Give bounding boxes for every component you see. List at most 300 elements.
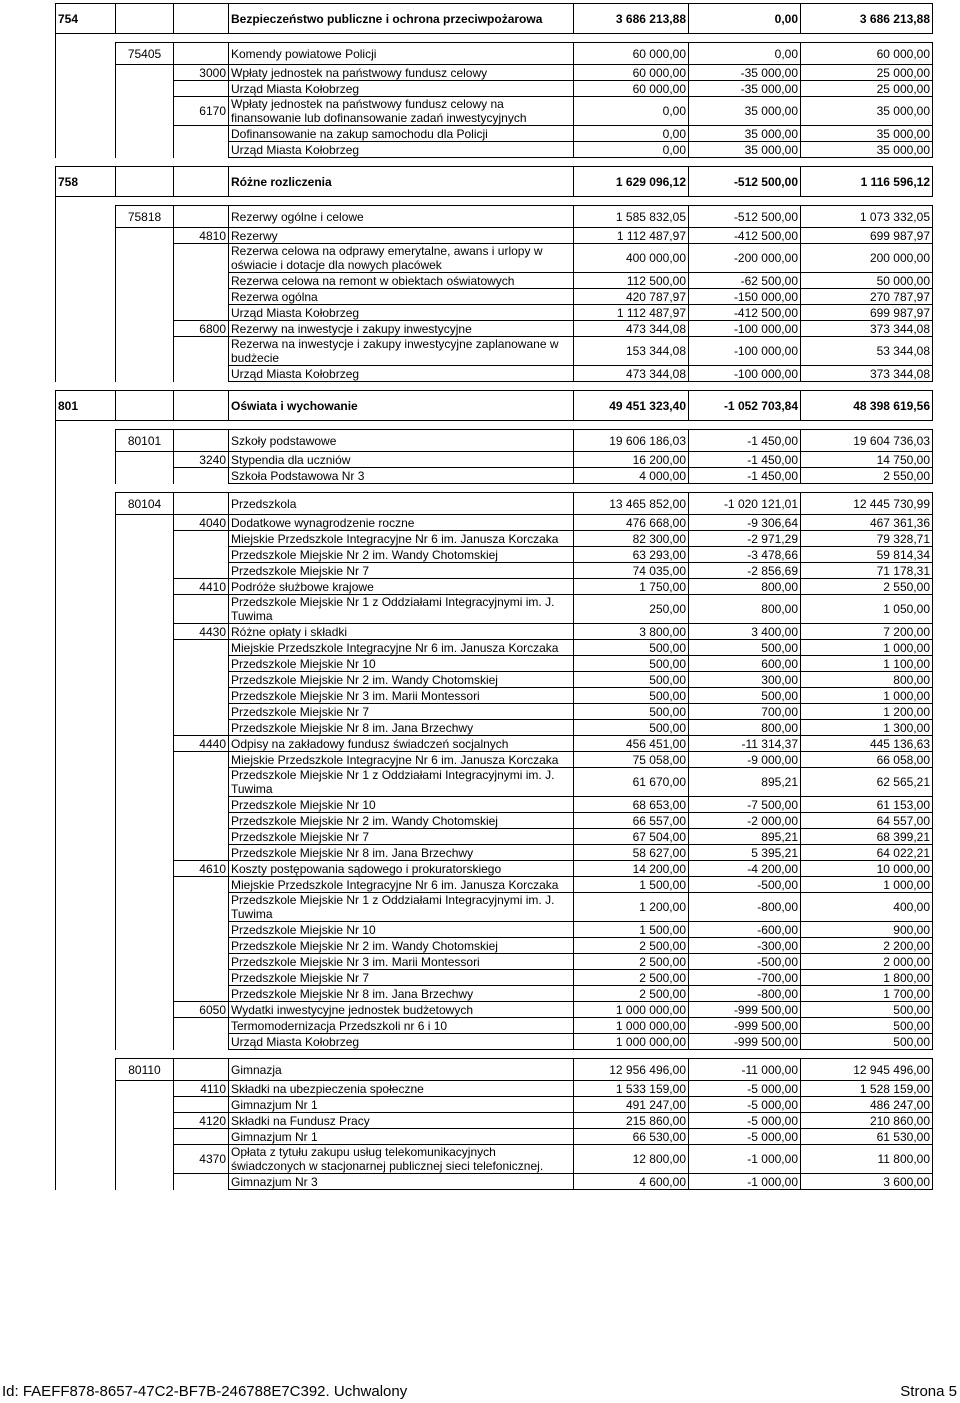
change-amount: -500,00: [689, 954, 801, 970]
plan-before: 1 112 487,97: [574, 228, 689, 244]
plan-before: 500,00: [574, 688, 689, 704]
rozdzial-code: [116, 736, 174, 752]
dzial-code: [56, 1174, 116, 1190]
dzial-code: [56, 1034, 116, 1050]
change-amount: -11 000,00: [689, 1059, 801, 1081]
paragraf-code: [174, 4, 229, 34]
plan-before: 400 000,00: [574, 244, 689, 273]
dzial-code: [56, 1081, 116, 1097]
paragraf-code: [174, 893, 229, 922]
item-name: Gimnazjum Nr 3: [229, 1174, 574, 1190]
rozdzial-code: [116, 81, 174, 97]
detail-row: [56, 672, 933, 688]
plan-after: 1 100,00: [801, 656, 933, 672]
item-name: Szkoły podstawowe: [229, 430, 574, 452]
plan-before: 420 787,97: [574, 289, 689, 305]
change-amount: -5 000,00: [689, 1129, 801, 1145]
plan-after: 467 361,36: [801, 515, 933, 531]
change-amount: -999 500,00: [689, 1034, 801, 1050]
detail-row: [56, 752, 933, 768]
change-amount: 895,21: [689, 829, 801, 845]
change-amount: -35 000,00: [689, 81, 801, 97]
paragraf-code: [174, 656, 229, 672]
item-name: Wpłaty jednostek na państwowy fundusz celowy: [229, 65, 574, 81]
item-name: Miejskie Przedszkole Integracyjne Nr 6 im. Janusza Korczaka: [229, 752, 574, 768]
change-amount: 600,00: [689, 656, 801, 672]
detail-row: [56, 531, 933, 547]
spacer-cell: [689, 421, 801, 430]
paragraf-code: [174, 430, 229, 452]
plan-after: 64 022,21: [801, 845, 933, 861]
detail-row: [56, 922, 933, 938]
dzial-code: [56, 452, 116, 468]
plan-before: 250,00: [574, 595, 689, 624]
dzial-code: [56, 877, 116, 893]
plan-before: 14 200,00: [574, 861, 689, 877]
paragraf-code: [174, 547, 229, 563]
change-amount: -4 200,00: [689, 861, 801, 877]
rozdzial-code: [116, 752, 174, 768]
paragraf-code: 4040: [174, 515, 229, 531]
paragraf-code: 4430: [174, 624, 229, 640]
plan-after: 373 344,08: [801, 321, 933, 337]
plan-after: 1 800,00: [801, 970, 933, 986]
dzial-row: [56, 391, 933, 421]
change-amount: -800,00: [689, 893, 801, 922]
plan-after: 11 800,00: [801, 1145, 933, 1174]
paragraf-row: [56, 1081, 933, 1097]
plan-after: 2 200,00: [801, 938, 933, 954]
spacer-cell: [174, 1050, 229, 1059]
detail-row: [56, 547, 933, 563]
plan-before: 4 000,00: [574, 468, 689, 484]
change-amount: -5 000,00: [689, 1113, 801, 1129]
spacer-row: [56, 484, 933, 493]
plan-after: 699 987,97: [801, 305, 933, 321]
detail-row: [56, 244, 933, 273]
change-amount: -100 000,00: [689, 337, 801, 366]
plan-before: 1 750,00: [574, 579, 689, 595]
dzial-code: [56, 547, 116, 563]
rozdzial-code: [116, 563, 174, 579]
plan-after: 79 328,71: [801, 531, 933, 547]
change-amount: 35 000,00: [689, 142, 801, 158]
rozdzial-code: 80110: [116, 1059, 174, 1081]
dzial-code: [56, 289, 116, 305]
spacer-cell: [56, 1050, 116, 1059]
dzial-code: [56, 595, 116, 624]
spacer-cell: [56, 34, 116, 43]
detail-row: [56, 720, 933, 736]
paragraf-code: [174, 797, 229, 813]
change-amount: 0,00: [689, 4, 801, 34]
paragraf-code: 4370: [174, 1145, 229, 1174]
rozdzial-code: [116, 970, 174, 986]
paragraf-row: [56, 1002, 933, 1018]
plan-before: 500,00: [574, 672, 689, 688]
dzial-code: [56, 656, 116, 672]
detail-row: [56, 986, 933, 1002]
plan-after: 2 000,00: [801, 954, 933, 970]
spacer-cell: [574, 197, 689, 206]
spacer-cell: [229, 421, 574, 430]
paragraf-row: [56, 624, 933, 640]
plan-after: 50 000,00: [801, 273, 933, 289]
item-name: Przedszkole Miejskie Nr 7: [229, 563, 574, 579]
rozdzial-code: [116, 829, 174, 845]
item-name: Odpisy na zakładowy fundusz świadczeń socjalnych: [229, 736, 574, 752]
plan-after: 1 073 332,05: [801, 206, 933, 228]
plan-after: 2 550,00: [801, 579, 933, 595]
rozdzial-row: [56, 43, 933, 65]
plan-after: 1 200,00: [801, 704, 933, 720]
spacer-row: [56, 421, 933, 430]
paragraf-code: [174, 337, 229, 366]
detail-row: [56, 142, 933, 158]
plan-before: 500,00: [574, 720, 689, 736]
item-name: Przedszkole Miejskie Nr 2 im. Wandy Chotomskiej: [229, 813, 574, 829]
plan-before: 16 200,00: [574, 452, 689, 468]
spacer-cell: [574, 34, 689, 43]
plan-before: 0,00: [574, 126, 689, 142]
dzial-code: [56, 813, 116, 829]
dzial-code: [56, 1059, 116, 1081]
spacer-cell: [174, 421, 229, 430]
spacer-cell: [174, 197, 229, 206]
plan-before: 1 112 487,97: [574, 305, 689, 321]
paragraf-code: [174, 922, 229, 938]
change-amount: -2 000,00: [689, 813, 801, 829]
rozdzial-code: [116, 97, 174, 126]
change-amount: -700,00: [689, 970, 801, 986]
plan-before: 1 000 000,00: [574, 1018, 689, 1034]
dzial-code: [56, 206, 116, 228]
spacer-cell: [801, 382, 933, 391]
detail-row: [56, 829, 933, 845]
rozdzial-code: [116, 228, 174, 244]
plan-after: 1 528 159,00: [801, 1081, 933, 1097]
paragraf-code: [174, 289, 229, 305]
dzial-code: [56, 515, 116, 531]
paragraf-code: [174, 986, 229, 1002]
detail-row: [56, 81, 933, 97]
plan-before: 75 058,00: [574, 752, 689, 768]
plan-after: 500,00: [801, 1018, 933, 1034]
plan-before: 4 600,00: [574, 1174, 689, 1190]
detail-row: [56, 704, 933, 720]
rozdzial-code: [116, 813, 174, 829]
rozdzial-code: [116, 515, 174, 531]
change-amount: -1 020 121,01: [689, 493, 801, 515]
paragraf-row: [56, 579, 933, 595]
dzial-code: [56, 337, 116, 366]
plan-after: 1 300,00: [801, 720, 933, 736]
rozdzial-code: [116, 688, 174, 704]
spacer-cell: [801, 34, 933, 43]
dzial-code: 758: [56, 167, 116, 197]
rozdzial-code: [116, 167, 174, 197]
paragraf-code: 6800: [174, 321, 229, 337]
footer-page-number: Strona 5: [900, 1383, 957, 1400]
plan-before: 153 344,08: [574, 337, 689, 366]
dzial-code: [56, 720, 116, 736]
plan-before: 3 800,00: [574, 624, 689, 640]
paragraf-code: [174, 970, 229, 986]
item-name: Rezerwa celowa na odprawy emerytalne, awans i urlopy w oświacie i dotacje dla nowych placówek: [229, 244, 574, 273]
plan-after: 61 530,00: [801, 1129, 933, 1145]
spacer-cell: [116, 158, 174, 167]
dzial-code: [56, 321, 116, 337]
plan-after: 62 565,21: [801, 768, 933, 797]
item-name: Rezerwy ogólne i celowe: [229, 206, 574, 228]
item-name: Przedszkole Miejskie Nr 2 im. Wandy Chotomskiej: [229, 938, 574, 954]
plan-before: 1 500,00: [574, 877, 689, 893]
dzial-code: [56, 704, 116, 720]
item-name: Stypendia dla uczniów: [229, 452, 574, 468]
paragraf-code: 4410: [174, 579, 229, 595]
spacer-cell: [574, 1050, 689, 1059]
dzial-code: [56, 624, 116, 640]
plan-after: 1 116 596,12: [801, 167, 933, 197]
change-amount: 300,00: [689, 672, 801, 688]
plan-after: 10 000,00: [801, 861, 933, 877]
change-amount: -2 856,69: [689, 563, 801, 579]
change-amount: -1 450,00: [689, 430, 801, 452]
rozdzial-code: [116, 720, 174, 736]
detail-row: [56, 1097, 933, 1113]
change-amount: 0,00: [689, 43, 801, 65]
plan-before: 1 500,00: [574, 922, 689, 938]
item-name: Rezerwa na inwestycje i zakupy inwestycyjne zaplanowane w budżecie: [229, 337, 574, 366]
item-name: Przedszkole Miejskie Nr 8 im. Jana Brzechwy: [229, 720, 574, 736]
change-amount: -412 500,00: [689, 305, 801, 321]
spacer-cell: [56, 382, 116, 391]
change-amount: -200 000,00: [689, 244, 801, 273]
change-amount: -9 306,64: [689, 515, 801, 531]
item-name: Przedszkole Miejskie Nr 2 im. Wandy Chotomskiej: [229, 547, 574, 563]
rozdzial-code: [116, 579, 174, 595]
paragraf-code: [174, 640, 229, 656]
spacer-cell: [174, 382, 229, 391]
paragraf-row: [56, 736, 933, 752]
plan-after: 699 987,97: [801, 228, 933, 244]
paragraf-row: [56, 1145, 933, 1174]
rozdzial-code: [116, 986, 174, 1002]
paragraf-code: [174, 1018, 229, 1034]
dzial-code: [56, 1113, 116, 1129]
spacer-cell: [174, 34, 229, 43]
detail-row: [56, 126, 933, 142]
dzial-code: [56, 1018, 116, 1034]
paragraf-code: [174, 768, 229, 797]
paragraf-row: [56, 1113, 933, 1129]
item-name: Przedszkole Miejskie Nr 3 im. Marii Montessori: [229, 954, 574, 970]
plan-before: 49 451 323,40: [574, 391, 689, 421]
dzial-row: [56, 4, 933, 34]
paragraf-code: 4810: [174, 228, 229, 244]
paragraf-code: [174, 391, 229, 421]
spacer-row: [56, 197, 933, 206]
change-amount: -2 971,29: [689, 531, 801, 547]
item-name: Miejskie Przedszkole Integracyjne Nr 6 im. Janusza Korczaka: [229, 640, 574, 656]
dzial-code: [56, 922, 116, 938]
change-amount: -1 000,00: [689, 1174, 801, 1190]
item-name: Przedszkole Miejskie Nr 10: [229, 656, 574, 672]
dzial-code: [56, 986, 116, 1002]
dzial-code: [56, 81, 116, 97]
rozdzial-code: [116, 1113, 174, 1129]
plan-before: 60 000,00: [574, 81, 689, 97]
dzial-code: [56, 736, 116, 752]
spacer-cell: [574, 421, 689, 430]
plan-before: 2 500,00: [574, 938, 689, 954]
change-amount: 5 395,21: [689, 845, 801, 861]
rozdzial-code: 75405: [116, 43, 174, 65]
detail-row: [56, 813, 933, 829]
detail-row: [56, 656, 933, 672]
footer-document-id: Id: FAEFF878-8657-47C2-BF7B-246788E7C392. Uchwalony: [2, 1383, 408, 1400]
plan-after: 53 344,08: [801, 337, 933, 366]
spacer-cell: [116, 484, 174, 493]
plan-after: 12 945 496,00: [801, 1059, 933, 1081]
paragraf-row: [56, 452, 933, 468]
paragraf-code: [174, 704, 229, 720]
plan-after: 71 178,31: [801, 563, 933, 579]
item-name: Składki na Fundusz Pracy: [229, 1113, 574, 1129]
plan-before: 74 035,00: [574, 563, 689, 579]
change-amount: 500,00: [689, 688, 801, 704]
dzial-code: [56, 1129, 116, 1145]
item-name: Wpłaty jednostek na państwowy fundusz celowy na finansowanie lub dofinansowanie zadań inwestycyjnych: [229, 97, 574, 126]
item-name: Przedszkole Miejskie Nr 7: [229, 829, 574, 845]
rozdzial-code: [116, 531, 174, 547]
detail-row: [56, 938, 933, 954]
dzial-code: [56, 493, 116, 515]
change-amount: -11 314,37: [689, 736, 801, 752]
paragraf-code: [174, 672, 229, 688]
paragraf-row: [56, 97, 933, 126]
change-amount: 800,00: [689, 720, 801, 736]
plan-before: 68 653,00: [574, 797, 689, 813]
paragraf-code: [174, 938, 229, 954]
paragraf-code: [174, 305, 229, 321]
change-amount: 35 000,00: [689, 126, 801, 142]
dzial-code: [56, 768, 116, 797]
paragraf-code: [174, 1034, 229, 1050]
budget-table-body: [56, 4, 933, 1190]
paragraf-code: 6170: [174, 97, 229, 126]
rozdzial-code: [116, 656, 174, 672]
change-amount: 35 000,00: [689, 97, 801, 126]
plan-before: 12 800,00: [574, 1145, 689, 1174]
paragraf-code: [174, 1059, 229, 1081]
item-name: Miejskie Przedszkole Integracyjne Nr 6 im. Janusza Korczaka: [229, 531, 574, 547]
change-amount: -512 500,00: [689, 167, 801, 197]
dzial-code: [56, 65, 116, 81]
dzial-code: [56, 797, 116, 813]
item-name: Przedszkole Miejskie Nr 7: [229, 704, 574, 720]
dzial-code: [56, 531, 116, 547]
plan-after: 500,00: [801, 1002, 933, 1018]
item-name: Urząd Miasta Kołobrzeg: [229, 1034, 574, 1050]
paragraf-row: [56, 65, 933, 81]
spacer-cell: [689, 34, 801, 43]
plan-before: 500,00: [574, 656, 689, 672]
change-amount: 3 400,00: [689, 624, 801, 640]
change-amount: -150 000,00: [689, 289, 801, 305]
item-name: Urząd Miasta Kołobrzeg: [229, 81, 574, 97]
paragraf-code: [174, 829, 229, 845]
item-name: Bezpieczeństwo publiczne i ochrona przeciwpożarowa: [229, 4, 574, 34]
item-name: Oświata i wychowanie: [229, 391, 574, 421]
dzial-code: [56, 273, 116, 289]
rozdzial-code: [116, 468, 174, 484]
dzial-code: [56, 640, 116, 656]
item-name: Przedszkole Miejskie Nr 10: [229, 922, 574, 938]
spacer-cell: [574, 484, 689, 493]
change-amount: -9 000,00: [689, 752, 801, 768]
detail-row: [56, 289, 933, 305]
plan-after: 210 860,00: [801, 1113, 933, 1129]
plan-before: 3 686 213,88: [574, 4, 689, 34]
item-name: Gimnazjum Nr 1: [229, 1129, 574, 1145]
item-name: Przedszkole Miejskie Nr 3 im. Marii Montessori: [229, 688, 574, 704]
plan-before: 473 344,08: [574, 321, 689, 337]
plan-after: 270 787,97: [801, 289, 933, 305]
dzial-code: [56, 366, 116, 382]
paragraf-code: [174, 877, 229, 893]
plan-before: 67 504,00: [574, 829, 689, 845]
plan-before: 63 293,00: [574, 547, 689, 563]
item-name: Podróże służbowe krajowe: [229, 579, 574, 595]
rozdzial-code: [116, 877, 174, 893]
rozdzial-code: [116, 337, 174, 366]
plan-after: 200 000,00: [801, 244, 933, 273]
rozdzial-code: [116, 452, 174, 468]
paragraf-code: [174, 273, 229, 289]
item-name: Przedszkole Miejskie Nr 8 im. Jana Brzechwy: [229, 845, 574, 861]
rozdzial-code: [116, 1034, 174, 1050]
rozdzial-code: [116, 595, 174, 624]
spacer-cell: [116, 197, 174, 206]
spacer-cell: [56, 421, 116, 430]
item-name: Przedszkole Miejskie Nr 1 z Oddziałami Integracyjnymi im. J. Tuwima: [229, 768, 574, 797]
change-amount: -412 500,00: [689, 228, 801, 244]
rozdzial-row: [56, 1059, 933, 1081]
plan-after: 7 200,00: [801, 624, 933, 640]
rozdzial-code: [116, 1097, 174, 1113]
rozdzial-row: [56, 430, 933, 452]
budget-table: [55, 3, 933, 1190]
item-name: Przedszkole Miejskie Nr 1 z Oddziałami Integracyjnymi im. J. Tuwima: [229, 595, 574, 624]
rozdzial-code: [116, 922, 174, 938]
item-name: Różne rozliczenia: [229, 167, 574, 197]
dzial-code: [56, 126, 116, 142]
detail-row: [56, 305, 933, 321]
change-amount: -999 500,00: [689, 1002, 801, 1018]
spacer-row: [56, 34, 933, 43]
change-amount: -500,00: [689, 877, 801, 893]
paragraf-code: [174, 126, 229, 142]
plan-after: 66 058,00: [801, 752, 933, 768]
paragraf-code: [174, 752, 229, 768]
plan-after: 35 000,00: [801, 142, 933, 158]
item-name: Przedszkole Miejskie Nr 8 im. Jana Brzechwy: [229, 986, 574, 1002]
spacer-cell: [116, 382, 174, 391]
paragraf-code: [174, 1129, 229, 1145]
plan-after: 1 000,00: [801, 688, 933, 704]
item-name: Miejskie Przedszkole Integracyjne Nr 6 im. Janusza Korczaka: [229, 877, 574, 893]
